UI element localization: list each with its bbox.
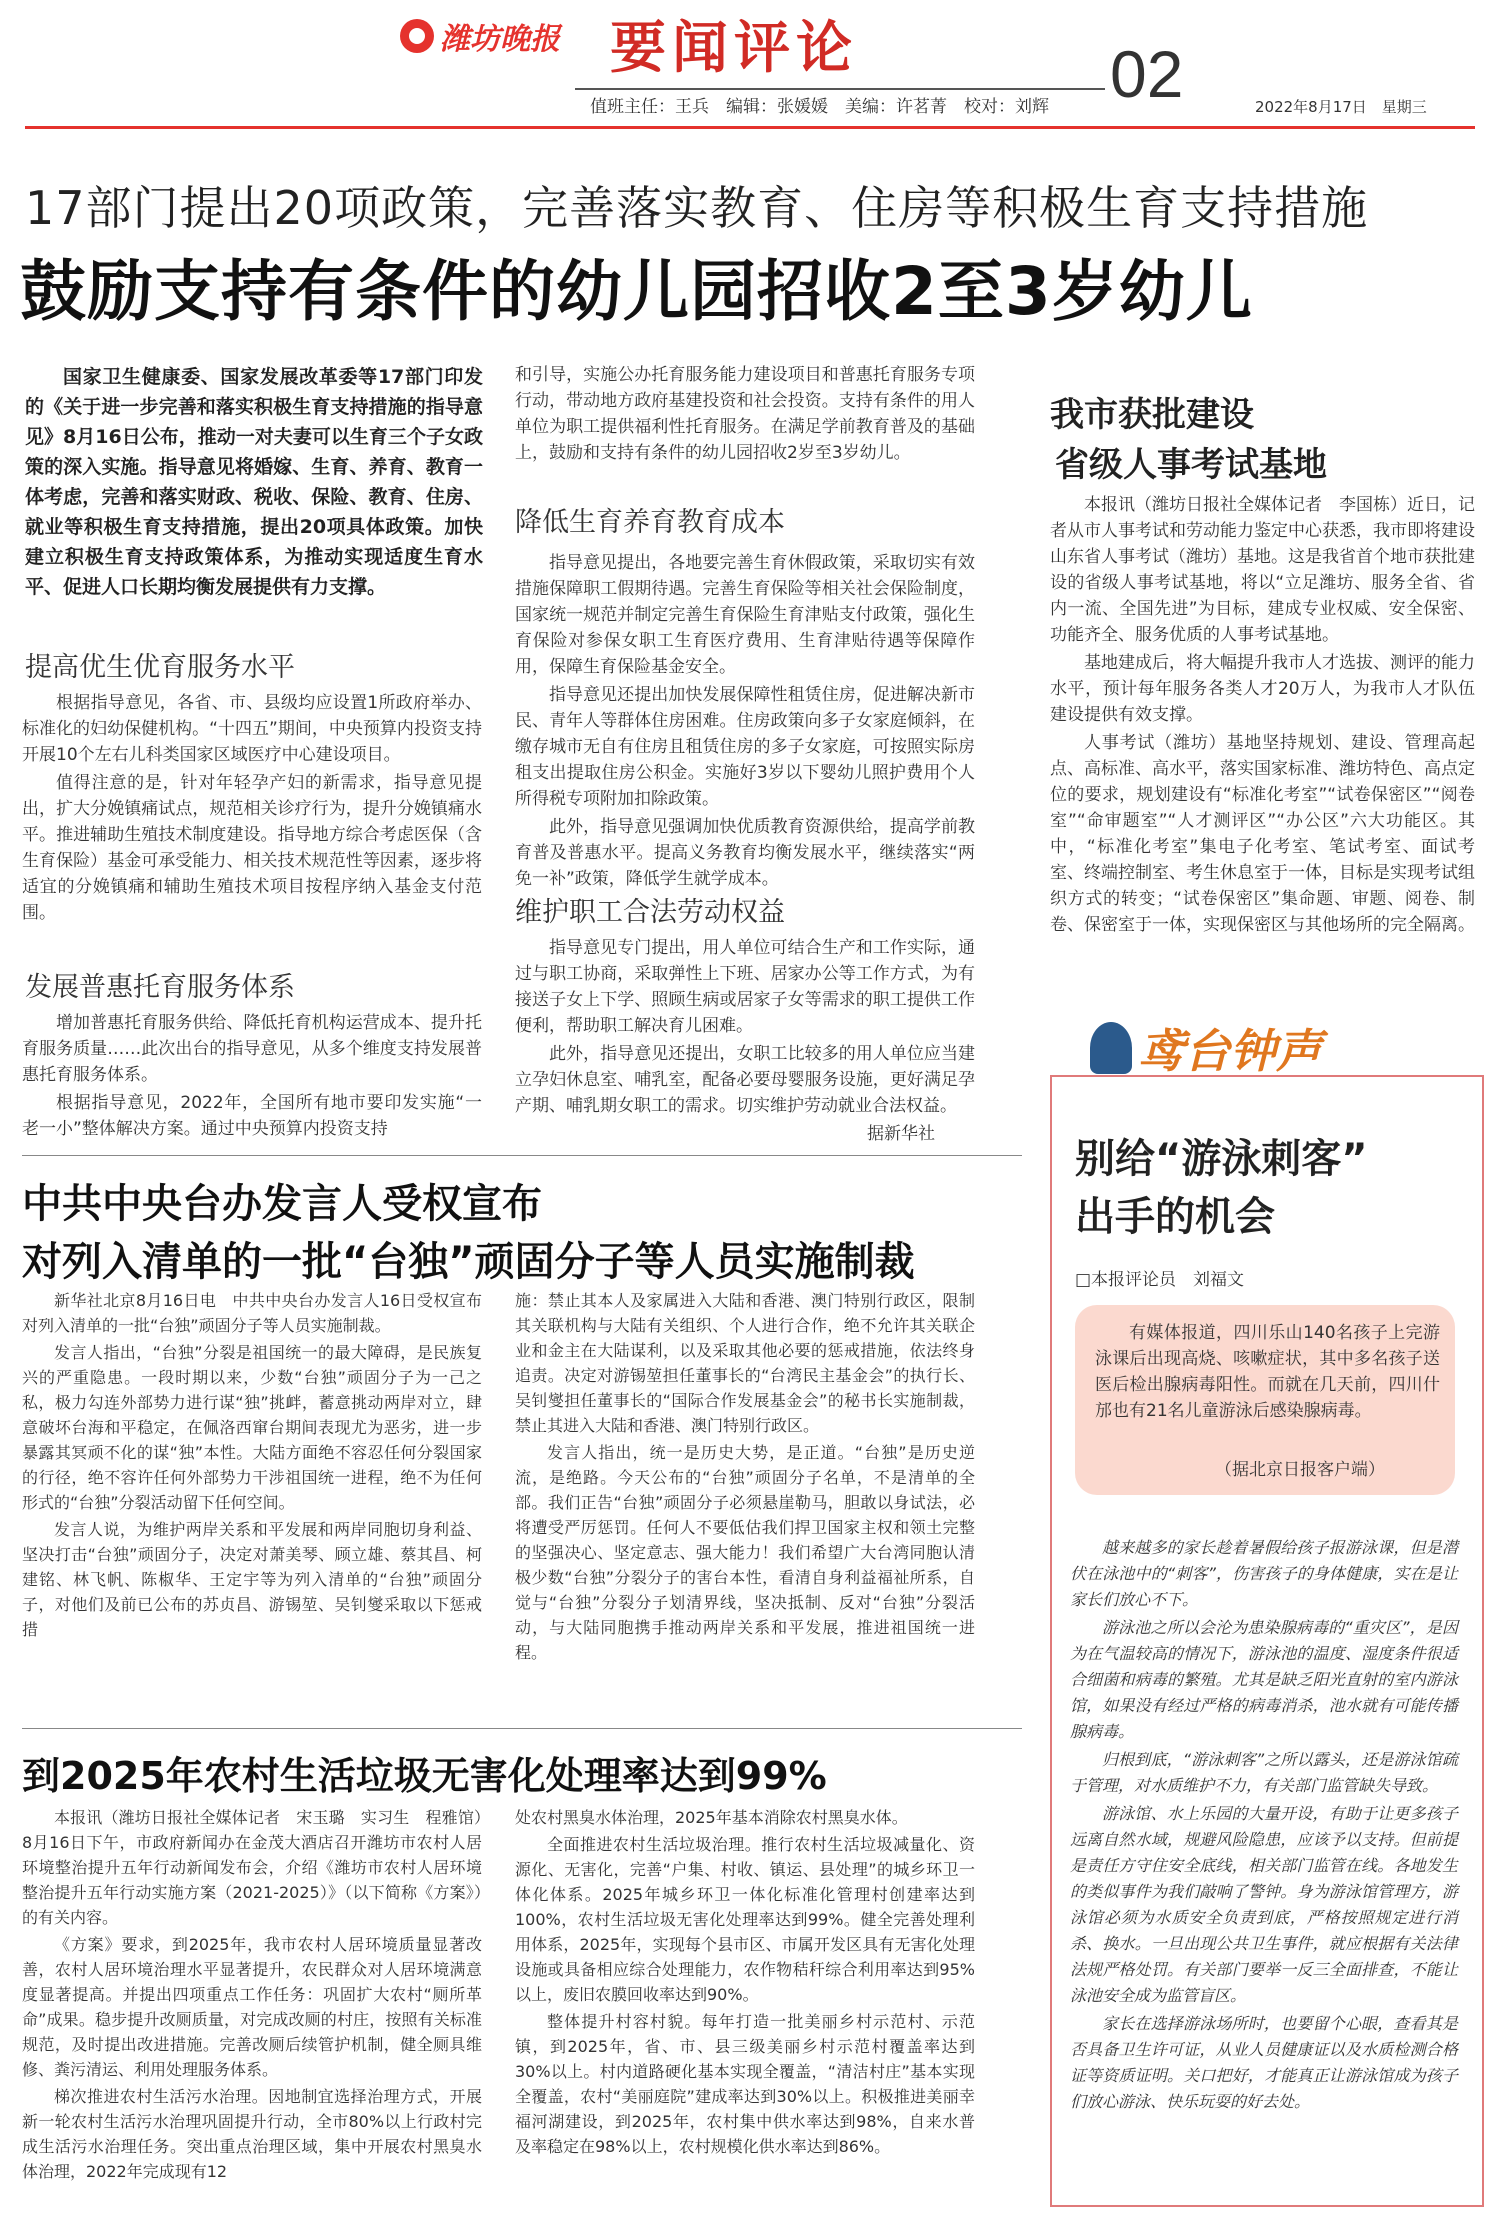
top-story-col1-part1 <box>22 690 482 928</box>
masthead-rule <box>575 88 1105 90</box>
paragraph: 游泳池之所以会沦为患染腺病毒的“重灾区”，是因为在气温较高的情况下，游泳池的温度、湿度条件很适合细菌和病毒的繁殖。尤其是缺乏阳光直射的室内游泳馆，如果没有经过严格的病毒消杀，池水就有可能传播腺病毒。 <box>1070 1618 1458 1741</box>
paragraph: 游泳馆、水上乐园的大量开设，有助于让更多孩子远离自然水域，规避风险隐患，应该予以支持。但前提是责任方守住安全底线，相关部门监管在线。各地发生的类似事件为我们敲响了警钟。身为游泳馆管理方，游泳馆必须为水质安全负责到底，严格按照规定进行消杀、换水。一旦出现公共卫生事件，就应根据有关法律法规严格处罚。有关部门要举一反三全面排查，不能让泳池安全成为监管盲区。 <box>1070 1804 1458 2005</box>
column-brand <box>1090 1015 1410 1085</box>
paragraph: 和引导，实施公办托育服务能力建设项目和普惠托育服务专项行动，带动地方政府基建投资和社会投资。支持有条件的用人单位为职工提供福利性托育服务。在满足学前教育普及的基础上，鼓励和支持有条件的幼儿园招收2岁至3岁幼儿。 <box>515 365 975 463</box>
masthead-divider <box>25 126 1475 129</box>
commentary-byline: □本报评论员 刘福文 <box>1075 1270 1245 1290</box>
paragraph: 发言人指出，“台独”分裂是祖国统一的最大障碍，是民族复兴的严重隐患。一段时期以来，少数“台独”顽固分子为一己之私，极力勾连外部势力进行谋“独”挑衅，蓄意挑动两岸对立，肆意破坏台海和平稳定，在佩洛西窜台期间表现尤为恶劣，进一步暴露其冥顽不化的谋“独”本性。大陆方面绝不容忍任何分裂国家的行径，绝不容许任何外部势力干涉祖国统一进程，绝不为任何形式的“台独”分裂活动留下任何空间。 <box>22 1343 482 1512</box>
subhead-1: 提高优生优育服务水平 <box>25 652 295 683</box>
side-story-title <box>1050 390 1327 490</box>
paragraph: 值得注意的是，针对年轻孕产妇的新需求，指导意见提出，扩大分娩镇痛试点，规范相关诊疗行为，提升分娩镇痛水平。推进辅助生殖技术制度建设。指导地方综合考虑医保（含生育保险）基金可承受能力、相关技术规范性等因素，逐步将适宜的分娩镇痛和辅助生殖技术项目按程序纳入基金支付范围。 <box>22 773 482 923</box>
paragraph: 增加普惠托育服务供给、降低托育机构运营成本、提升托育服务质量……此次出台的指导意见，从多个维度支持发展普惠托育服务体系。 <box>22 1013 482 1085</box>
story3-headline: 到2025年农村生活垃圾无害化处理率达到99% <box>22 1754 827 1798</box>
side-title-line2: 省级人事考试基地 <box>1055 445 1327 485</box>
paragraph: 新华社北京8月16日电 中共中央台办发言人16日受权宣布对列入清单的一批“台独”顽固分子等人员实施制裁。 <box>22 1291 482 1335</box>
top-story-col2-part2 <box>515 550 975 894</box>
page-number: 02 <box>1110 37 1184 111</box>
paragraph: 基地建成后，将大幅提升我市人才选拔、测评的能力水平，预计每年服务各类人才20万人，为我市人才队伍建设提供有效支撑。 <box>1050 653 1475 725</box>
paragraph: 处农村黑臭水体治理，2025年基本消除农村黑臭水体。 <box>515 1808 908 1827</box>
source-credit: 据新华社 <box>867 1124 935 1144</box>
paragraph: 发言人指出，统一是历史大势，是正道。“台独”是历史逆流，是绝路。今天公布的“台独”顽固分子名单，不是清单的全部。我们正告“台独”顽固分子必须悬崖勒马，胆敢以身试法，必将遭受严厉惩罚。任何人不要低估我们捍卫国家主权和领土完整的坚强决心、坚定意志、强大能力！我们希望广大台湾同胞认清极少数“台独”分裂分子的害台本性，看清自身利益福祉所系，自觉与“台独”分裂分子划清界线，坚决抵制、反对“台独”分裂活动，与大陆同胞携手推动两岸关系和平发展，推进祖国统一进程。 <box>515 1443 975 1662</box>
paragraph: 指导意见还提出加快发展保障性租赁住房，促进解决新市民、青年人等群体住房困难。住房政策向多子女家庭倾斜，在缴存城市无自有住房且租赁住房的多子女家庭，可按照实际房租支出提取住房公积金。实施好3岁以下婴幼儿照护费用个人所得税专项附加扣除政策。 <box>515 685 975 809</box>
story2-headline-line2: 对列入清单的一批“台独”顽固分子等人员实施制裁 <box>22 1239 915 1285</box>
paragraph: 施：禁止其本人及家属进入大陆和香港、澳门特别行政区，限制其关联机构与大陆有关组织、个人进行合作，绝不允许其关联企业和金主在大陆谋利，以及采取其他必要的惩戒措施，依法终身追责。决定对游锡堃担任董事长的“台湾民主基金会”的执行长、吴钊燮担任董事长的“国际合作发展基金会”的秘书长实施制裁，禁止其进入大陆和香港、澳门特别行政区。 <box>515 1291 975 1435</box>
story3-col1 <box>22 1805 482 2186</box>
logo-mark-icon <box>400 19 434 53</box>
subhead-3: 降低生育养育教育成本 <box>515 507 785 538</box>
subhead-2: 发展普惠托育服务体系 <box>25 972 295 1003</box>
pen-icon <box>1090 1022 1132 1074</box>
story2-col2 <box>515 1288 975 1667</box>
top-story-col2-part1 <box>515 362 975 468</box>
section-divider <box>22 1155 1022 1156</box>
quote-source: （据北京日报客户端） <box>1215 1460 1385 1480</box>
section-title: 要闻评论 <box>610 16 858 81</box>
paragraph: 全面推进农村生活垃圾治理。推行农村生活垃圾减量化、资源化、无害化，完善“户集、村收、镇运、县处理”的城乡环卫一体化体系。2025年城乡环卫一体化标准化管理村创建率达到100%，农村生活垃圾无害化处理率达到99%。健全完善处理利用体系，2025年，实现每个县市区、市属开发区具有无害化处理设施或具备相应综合处理能力，农作物秸秆综合利用率达到95%以上，废旧农膜回收率达到90%。 <box>515 1835 975 2004</box>
issue-date: 2022年8月17日 星期三 <box>1255 98 1427 116</box>
paragraph: 整体提升村容村貌。每年打造一批美丽乡村示范村、示范镇，到2025年，省、市、县三级美丽乡村示范村覆盖率达到30%以上。村内道路硬化基本实现全覆盖，“清洁村庄”基本实现全覆盖，农村“美丽庭院”建成率达到30%以上。积极推进美丽幸福河湖建设，到2025年，农村集中供水率达到98%，自来水普及率稳定在98%以上，农村规模化供水率达到86%。 <box>515 2012 975 2156</box>
subhead-4: 维护职工合法劳动权益 <box>515 897 785 928</box>
lead-paragraph: 国家卫生健康委、国家发展改革委等17部门印发的《关于进一步完善和落实积极生育支持措施的指导意见》8月16日公布，推动一对夫妻可以生育三个子女政策的深入实施。指导意见将婚嫁、生育、养育、教育一体考虑，完善和落实财政、税收、保险、教育、住房、就业等积极生育支持措施，提出20项具体政策。加快建立积极生育支持政策体系，为推动实现适度生育水平、促进人口长期均衡发展提供有力支撑。 <box>25 366 483 598</box>
top-story-col1-part2 <box>22 1010 482 1144</box>
top-story-lead <box>25 362 483 604</box>
commentary-body <box>1070 1535 1458 2117</box>
top-story-headline: 鼓励支持有条件的幼儿园招收2至3岁幼儿 <box>20 253 1253 330</box>
paragraph: 人事考试（潍坊）基地坚持规划、建设、管理高起点、高标准、高水平，落实国家标准、潍坊特色、高点定位的要求，规划建设有“标准化考室”“试卷保密区”“阅卷室”“命审题室”“人才测评区”“办公区”六大功能区。其中，“标准化考室”集电子化考室、笔试考室、面试考室、终端控制室、考生休息室于一体，目标是实现考试组织方式的转变；“试卷保密区”集命题、审题、阅卷、制卷、保密室于一体，实现保密区与其他场所的完全隔离。 <box>1050 733 1475 935</box>
commentary-headline-line2: 出手的机会 <box>1075 1194 1275 1240</box>
commentary-headline <box>1075 1130 1368 1246</box>
paragraph: 家长在选择游泳场所时，也要留个心眼，查看其是否具备卫生许可证，从业人员健康证以及水质检测合格证等资质证明。关口把好，才能真正让游泳馆成为孩子们放心游泳、快乐玩耍的好去处。 <box>1070 2014 1458 2111</box>
section-divider <box>22 1728 1022 1729</box>
paragraph: 此外，指导意见还提出，女职工比较多的用人单位应当建立孕妇休息室、哺乳室，配备必要母婴服务设施，更好满足孕产期、哺乳期女职工的需求。切实维护劳动就业合法权益。 <box>515 1044 975 1116</box>
side-title-line1: 我市获批建设 <box>1050 395 1254 435</box>
column-brand-text: 鸢台钟声 <box>1138 1024 1322 1078</box>
paragraph: 越来越多的家长趁着暑假给孩子报游泳课，但是潜伏在泳池中的“刺客”，伤害孩子的身体健康，实在是让家长们放心不下。 <box>1070 1538 1458 1609</box>
paragraph: 根据指导意见，2022年，全国所有地市要印发实施“一老一小”整体解决方案。通过中央预算内投资支持 <box>22 1093 482 1139</box>
paragraph: 指导意见专门提出，用人单位可结合生产和工作实际，通过与职工协商，采取弹性上下班、居家办公等工作方式，为有接送子女上下学、照顾生病或居家子女等需求的职工提供工作便利，帮助职工解决育儿困难。 <box>515 938 975 1036</box>
side-story-body <box>1050 492 1475 940</box>
paragraph: 此外，指导意见强调加快优质教育资源供给，提高学前教育普及普惠水平。提高义务教育均衡发展水平，继续落实“两免一补”政策，降低学生就学成本。 <box>515 817 975 889</box>
paragraph: 梯次推进农村生活污水治理。因地制宜选择治理方式，开展新一轮农村生活污水治理巩固提升行动，全市80%以上行政村完成生活污水治理任务。突出重点治理区域，集中开展农村黑臭水体治理，2022年完成现有12 <box>22 2087 482 2181</box>
paragraph: 发言人说，为维护两岸关系和平发展和两岸同胞切身利益、坚决打击“台独”顽固分子，决定对萧美琴、顾立雄、蔡其昌、柯建铭、林飞帆、陈椒华、王定宇等为列入清单的“台独”顽固分子，对他们及前已公布的苏贞昌、游锡堃、吴钊燮采取以下惩戒措 <box>22 1520 482 1639</box>
quote-text: 有媒体报道，四川乐山140名孩子上完游泳课后出现高烧、咳嗽症状，其中多名孩子送医后检出腺病毒阳性。而就在几天前，四川什邡也有21名儿童游泳后感染腺病毒。 <box>1095 1323 1440 1421</box>
paragraph: 本报讯（潍坊日报社全媒体记者 李国栋）近日，记者从市人事考试和劳动能力鉴定中心获悉，我市即将建设山东省人事考试（潍坊）基地。这是我省首个地市获批建设的省级人事考试基地，将以“立足潍坊、服务全省、省内一流、全国先进”为目标，建成专业权威、安全保密、功能齐全、服务优质的人事考试基地。 <box>1050 495 1475 645</box>
commentary-headline-line1: 别给“游泳刺客” <box>1075 1136 1368 1182</box>
top-story-kicker: 17部门提出20项政策，完善落实教育、住房等积极生育支持措施 <box>25 181 1369 235</box>
paragraph: 指导意见提出，各地要完善生育休假政策，采取切实有效措施保障职工假期待遇。完善生育保险等相关社会保险制度，国家统一规范并制定完善生育保险生育津贴支付政策，强化生育保险对参保女职工生育医疗费用、生育津贴待遇等保障作用，保障生育保险基金安全。 <box>515 553 975 677</box>
paragraph: 归根到底，“游泳刺客”之所以露头，还是游泳馆疏于管理，对水质维护不力，有关部门监管缺失导致。 <box>1070 1750 1458 1795</box>
story2-headline-line1: 中共中央台办发言人受权宣布 <box>22 1181 542 1227</box>
top-story-col2-part3 <box>515 935 975 1149</box>
logo-text: 潍坊晚报 <box>440 22 560 57</box>
paragraph: 《方案》要求，到2025年，我市农村人居环境质量显著改善，农村人居环境治理水平显著提升，农民群众对人居环境满意度显著提高。并提出四项重点工作任务：巩固扩大农村“厕所革命”成果。稳步提升改厕质量，对完成改厕的村庄，按照有关标准规范，及时提出改进措施。完善改厕后续管护机制，健全厕具维修、粪污清运、利用处理服务体系。 <box>22 1935 482 2079</box>
staff-line: 值班主任：王兵 编辑：张媛媛 美编：许茗菁 校对：刘辉 <box>590 97 1049 117</box>
story2-col1 <box>22 1288 482 1644</box>
paragraph: 根据指导意见，各省、市、县级均应设置1所政府举办、标准化的妇幼保健机构。“十四五”期间，中央预算内投资支持开展10个左右儿科类国家区域医疗中心建设项目。 <box>22 693 482 765</box>
paragraph: 本报讯（潍坊日报社全媒体记者 宋玉璐 实习生 程雅馆）8月16日下午，市政府新闻办在金茂大酒店召开潍坊市农村人居环境整治提升五年行动新闻发布会，介绍《潍坊市农村人居环境整治提升五年行动实施方案（2021-2025）》（以下简称《方案》）的有关内容。 <box>22 1808 482 1927</box>
story3-col2 <box>515 1805 975 2161</box>
